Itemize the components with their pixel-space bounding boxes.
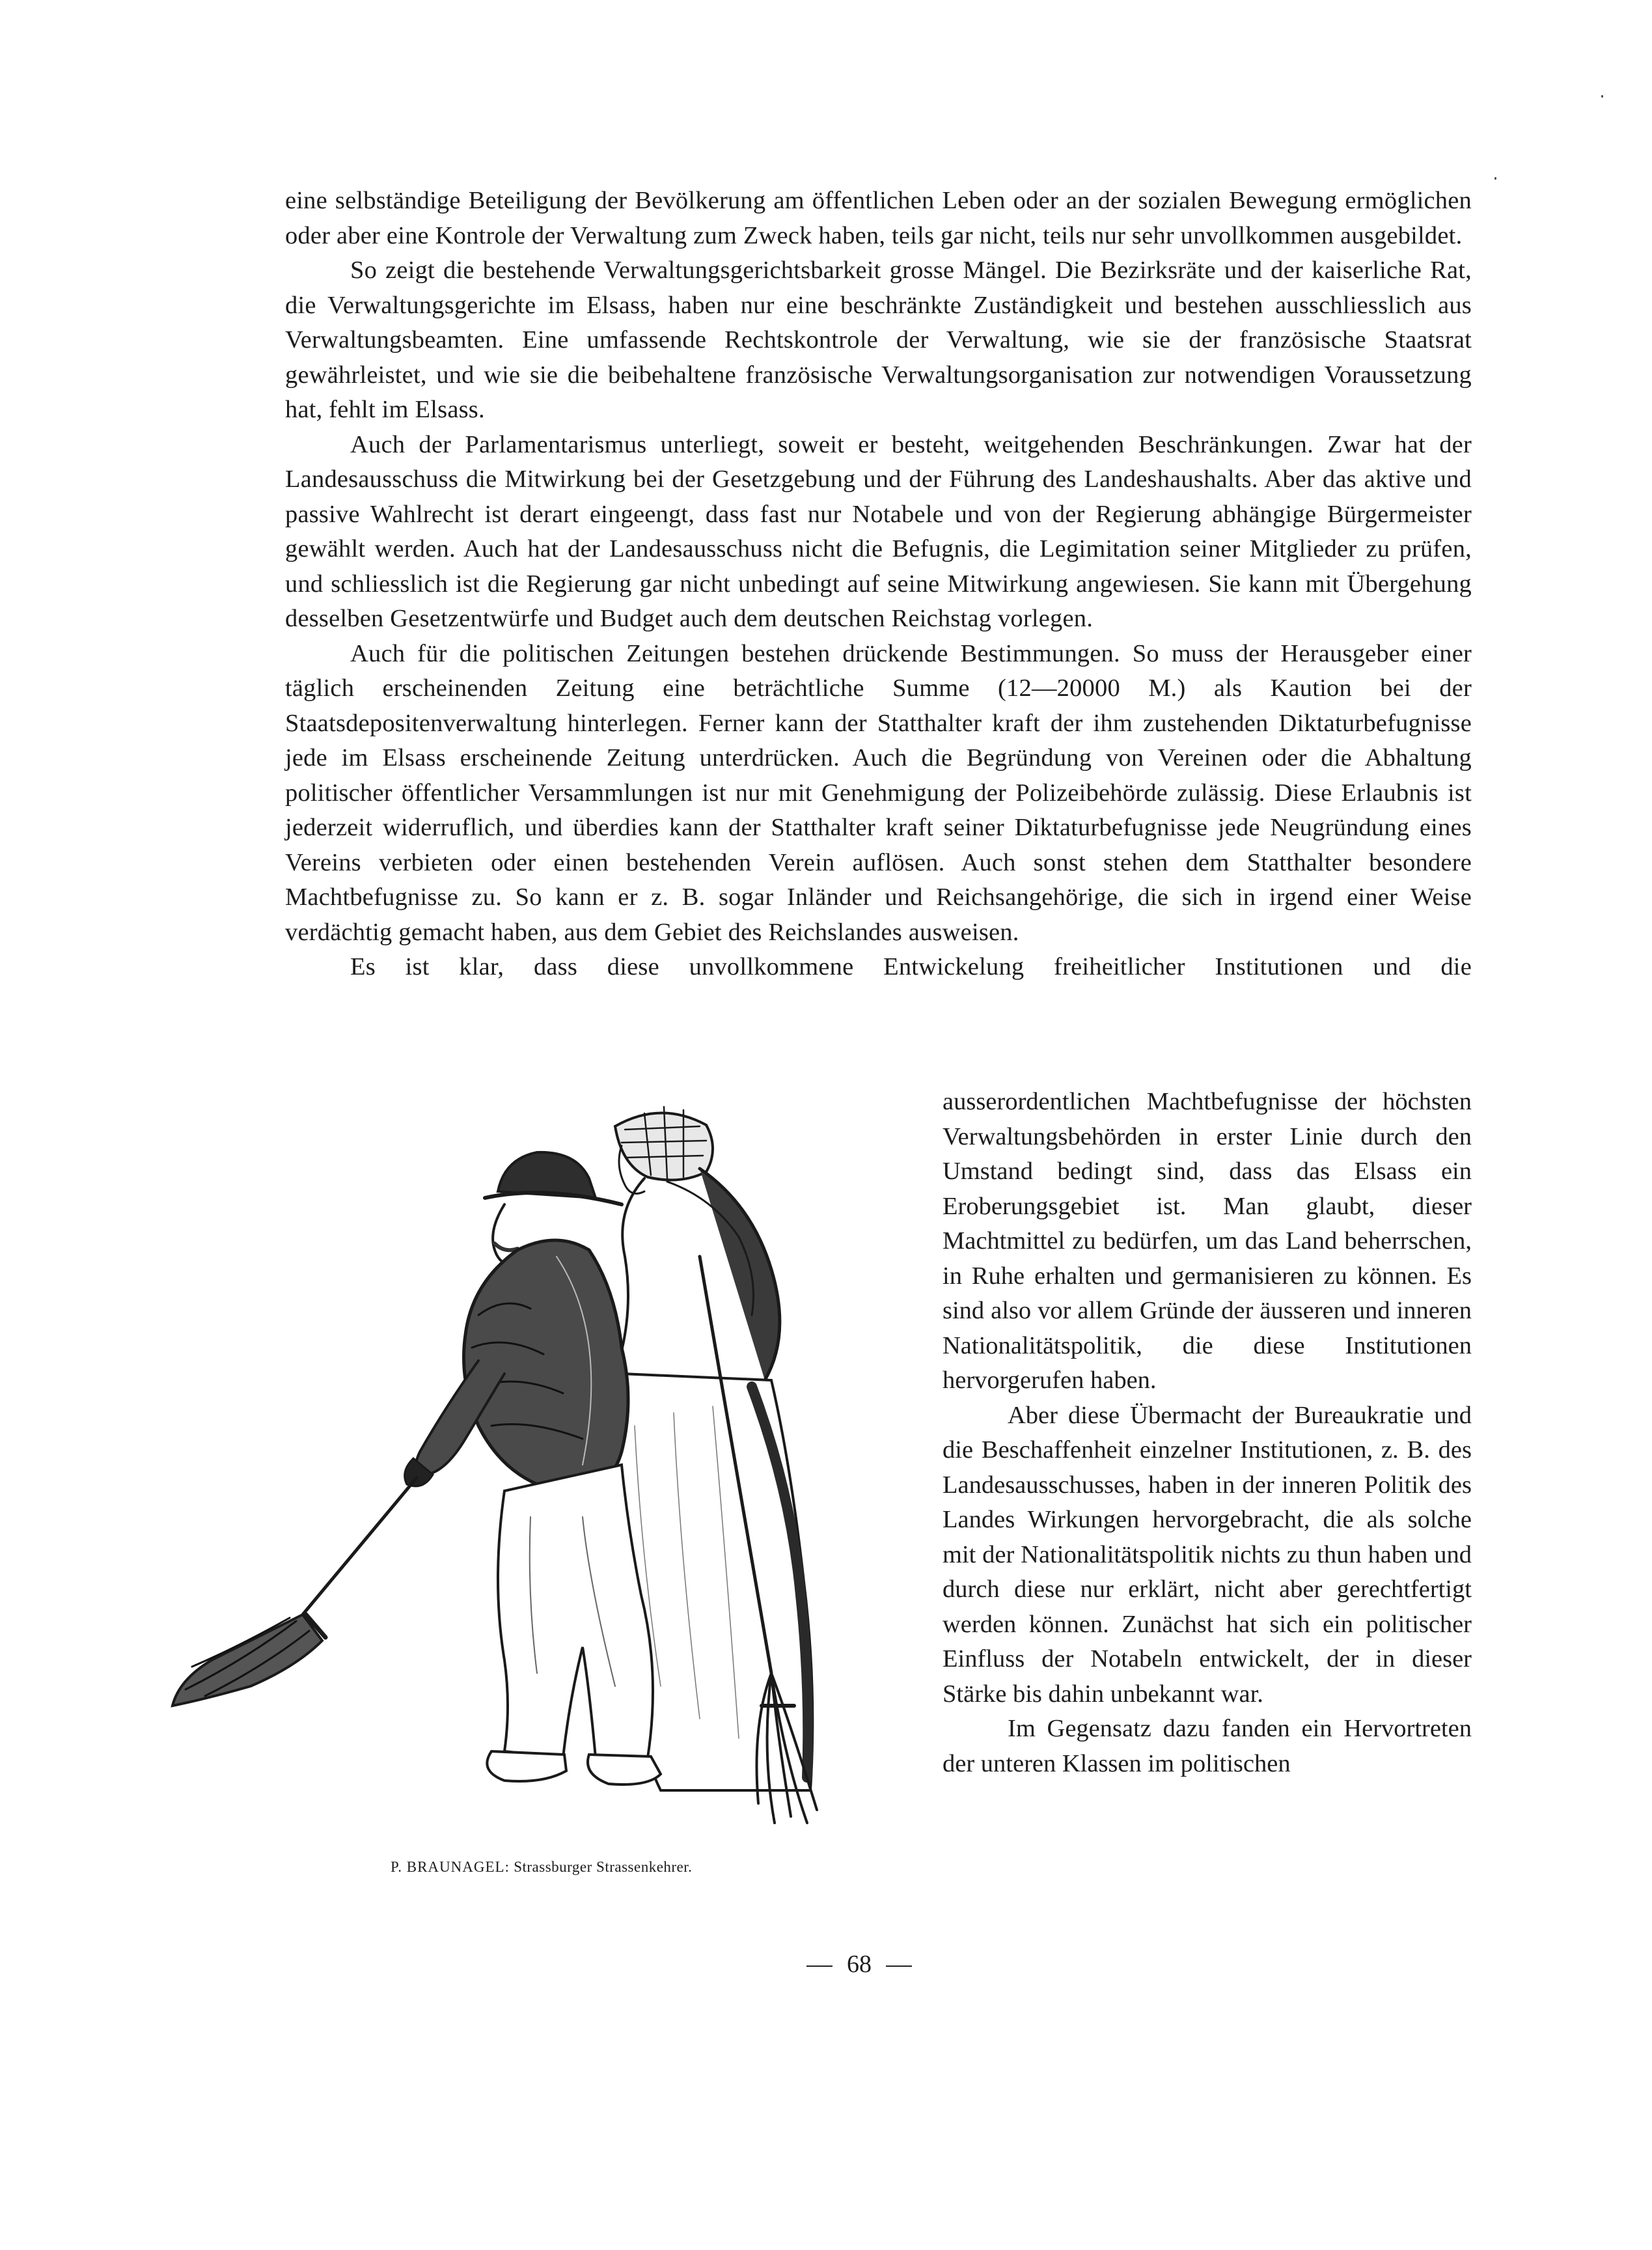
full-width-text: [285, 184, 1472, 985]
paragraph: Im Gegensatz dazu fanden ein Hervortreten der unteren Klassen im politischen: [943, 1715, 1472, 1777]
caption-artist: P. BRAUNAGEL:: [391, 1859, 510, 1875]
figure-caption: [391, 1859, 846, 1876]
street-sweepers-illustration: [166, 1100, 915, 1842]
paragraph: So zeigt die bestehende Verwaltungsgerichtsbarkeit grosse Mängel. Die Bezirksräte und der kaiserliche Rat, die Verwaltungsgerichte im Elsass, haben nur eine beschränkte Zuständigkeit und bestehen ausschliesslich aus Verwaltungsbeamten. Eine umfassende Rechtskontrole der Verwaltung, wie sie der französische Staatsrat gewährleistet, und wie sie die beibehaltene französische Verwaltungsorganisation zur notwendigen Voraussetzung hat, fehlt im Elsass.: [285, 257, 1472, 423]
column-text: [943, 1085, 1472, 1781]
sketch-image: [166, 1100, 915, 1842]
paragraph: eine selbständige Beteiligung der Bevölkerung am öffentlichen Leben oder an der sozialen Bewegung ermöglichen oder aber eine Kontrole der Verwaltung zum Zweck haben, teils gar nicht, teils nur sehr unvollkommen ausgebildet.: [285, 187, 1472, 249]
caption-title: Strassburger Strassenkehrer.: [514, 1859, 693, 1875]
paper-speck: [1494, 177, 1496, 180]
dash-right: [886, 1965, 912, 1967]
paragraph: Auch der Parlamentarismus unterliegt, soweit er besteht, weitgehenden Beschränkungen. Zwar hat der Landesausschuss die Mitwirkung bei der Gesetzgebung und der Führung des Landeshaushalts. Aber das aktive und passive Wahlrecht ist derart eingeengt, dass fast nur Notabele und von der Regierung abhängige Bürgermeister gewählt werden. Auch hat der Landesausschuss nicht die Befugnis, die Legimitation seiner Mitglieder zu prüfen, und schliesslich ist die Regierung gar nicht unbedingt auf seine Mitwirkung angewiesen. Sie kann mit Übergehung desselben Gesetzentwürfe und Budget auch dem deutschen Reichstag vorlegen.: [285, 430, 1472, 632]
paragraph: ausserordentlichen Machtbefugnisse der höchsten Verwaltungsbehörden in erster Linie durch den Umstand bedingt sind, dass das Elsass ein Eroberungsgebiet ist. Man glaubt, dieser Machtmittel zu bedürfen, um das Land beherrschen, in Ruhe erhalten und germanisieren zu können. Es sind also vor allem Gründe der äusseren und inneren Nationalitätspolitik, die diese Institutionen hervorgerufen haben.: [943, 1088, 1472, 1394]
paper-speck: [1601, 95, 1603, 98]
page-number-value: 68: [847, 1951, 872, 1978]
paragraph: Aber diese Übermacht der Bureaukratie und die Beschaffenheit einzelner Institutionen, z. B. des Landesausschusses, haben in der inneren Politik des Landes Wirkungen hervorgebracht, die als solche mit der Nationalitätspolitik nichts zu thun haben und durch diese nur erklärt, nicht aber gerechtfertigt werden können. Zunächst hat sich ein politischer Einfluss der Notabeln entwickelt, der in dieser Stärke bis dahin unbekannt war.: [943, 1401, 1472, 1708]
page-number: [781, 1950, 937, 1979]
paragraph: Auch für die politischen Zeitungen bestehen drückende Bestimmungen. So muss der Herausgeber einer täglich erscheinenden Zeitung eine beträchtliche Summe (12—20000 M.) als Kaution bei der Staatsdepositenverwaltung hinterlegen. Ferner kann der Statthalter kraft der ihm zustehenden Diktaturbefugnisse jede im Elsass erscheinende Zeitung unterdrücken. Auch die Begründung von Vereinen oder die Abhaltung politischer öffentlicher Versammlungen ist nur mit Genehmigung der Polizeibehörde zulässig. Diese Erlaubnis ist jederzeit widerruflich, und überdies kann der Statthalter kraft seiner Diktaturbefugnisse jede Neugründung eines Vereins verbieten oder einen bestehenden Verein auflösen. Auch sonst stehen dem Statthalter besondere Machtbefugnisse zu. So kann er z. B. sogar Inländer und Reichsangehörige, die sich in irgend einer Weise verdächtig gemacht haben, aus dem Gebiet des Reichslandes ausweisen.: [285, 639, 1472, 946]
dash-left: [806, 1965, 833, 1967]
paragraph: Es ist klar, dass diese unvollkommene Entwickelung freiheitlicher Institutionen und die: [350, 953, 1472, 980]
